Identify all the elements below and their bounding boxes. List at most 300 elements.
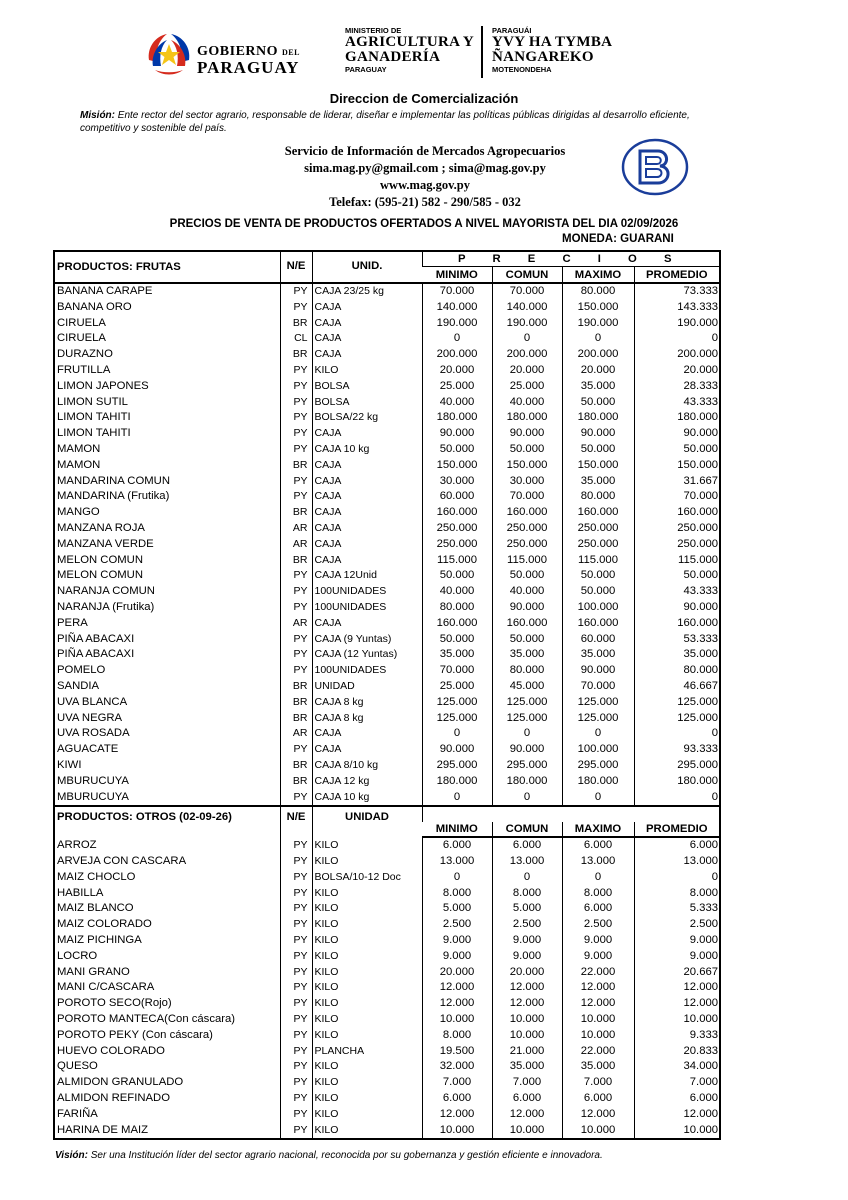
otros-cell-minimo: 6.000	[422, 837, 492, 854]
otros-cell-unidad: KILO	[312, 1028, 422, 1044]
frutas-cell-producto: UVA NEGRA	[57, 711, 123, 724]
otros-cell-ne: PY	[280, 870, 312, 886]
otros-cell-producto: LOCRO	[57, 949, 98, 962]
main-title: PRECIOS DE VENTA DE PRODUCTOS OFERTADOS A NIVEL MAYORISTA DEL DIA 02/09/2026	[169, 218, 679, 230]
otros-cell-minimo: 12.000	[422, 980, 492, 996]
frutas-cell-maximo: 80.000	[562, 283, 634, 300]
table-row	[55, 584, 719, 600]
frutas-cell-ne: BR	[280, 679, 312, 695]
otros-cell-maximo: 35.000	[562, 1059, 634, 1075]
table-row	[55, 917, 719, 933]
table-row	[55, 395, 719, 411]
frutas-cell-minimo: 40.000	[422, 584, 492, 600]
frutas-cell-maximo: 70.000	[562, 679, 634, 695]
frutas-cell-producto: PERA	[57, 616, 88, 629]
otros-cell-producto: POROTO MANTECA(Con cáscara)	[57, 1013, 236, 1026]
otros-cell-promedio: 12.000	[634, 1107, 719, 1123]
frutas-cell-maximo: 160.000	[562, 505, 634, 521]
frutas-cell-comun: 125.000	[492, 695, 562, 711]
table-row	[55, 949, 719, 965]
frutas-cell-maximo: 200.000	[562, 347, 634, 363]
otros-body	[55, 837, 719, 1138]
service-name: Servicio de Información de Mercados Agropecuarios	[284, 144, 566, 158]
frutas-cell-comun: 150.000	[492, 458, 562, 474]
frutas-cell-minimo: 80.000	[422, 600, 492, 616]
frutas-cell-maximo: 35.000	[562, 474, 634, 490]
frutas-cell-comun: 90.000	[492, 742, 562, 758]
otros-cell-producto: POROTO PEKY (Con cáscara)	[57, 1028, 213, 1041]
frutas-cell-minimo: 50.000	[422, 632, 492, 648]
frutas-cell-unidad: 100UNIDADES	[312, 663, 422, 679]
frutas-cell-unidad: CAJA 8 kg	[312, 711, 422, 727]
frutas-cell-producto: UVA BLANCA	[57, 695, 128, 708]
table-row	[55, 568, 719, 584]
otros-cell-producto: MAIZ COLORADO	[57, 918, 152, 931]
frutas-cell-maximo: 125.000	[562, 711, 634, 727]
frutas-cell-promedio: 0	[634, 331, 719, 347]
otros-cell-comun: 6.000	[492, 837, 562, 854]
otros-cell-promedio: 9.000	[634, 949, 719, 965]
frutas-cell-comun: 160.000	[492, 505, 562, 521]
frutas-cell-comun: 70.000	[492, 283, 562, 300]
frutas-cell-maximo: 50.000	[562, 584, 634, 600]
table-row	[55, 553, 719, 569]
gobierno-line1: GOBIERNO	[197, 44, 279, 59]
otros-cell-comun: 10.000	[492, 1123, 562, 1139]
ministerio-line1: AGRICULTURA Y	[345, 34, 475, 50]
frutas-cell-producto: MANGO	[57, 506, 100, 519]
table-row	[55, 442, 719, 458]
frutas-cell-ne: PY	[280, 647, 312, 663]
frutas-cell-comun: 45.000	[492, 679, 562, 695]
frutas-cell-producto: SANDIA	[57, 679, 100, 692]
frutas-cell-unidad: CAJA 23/25 kg	[312, 283, 422, 300]
frutas-cell-ne: PY	[280, 426, 312, 442]
contact-phone: Telefax: (595-21) 582 - 290/585 - 032	[329, 195, 521, 209]
frutas-cell-producto: POMELO	[57, 664, 106, 677]
mision-statement	[80, 109, 700, 135]
otros-cell-minimo: 19.500	[422, 1044, 492, 1060]
table-row	[55, 837, 719, 854]
otros-cell-ne: PY	[280, 1075, 312, 1091]
frutas-cell-producto: MANDARINA COMUN	[57, 474, 170, 487]
table-row	[55, 980, 719, 996]
frutas-cell-minimo: 125.000	[422, 711, 492, 727]
otros-cell-unidad: KILO	[312, 933, 422, 949]
otros-cell-ne: PY	[280, 965, 312, 981]
otros-cell-minimo: 0	[422, 870, 492, 886]
frutas-cell-promedio: 190.000	[634, 316, 719, 332]
frutas-cell-unidad: CAJA	[312, 300, 422, 316]
frutas-cell-promedio: 46.667	[634, 679, 719, 695]
frutas-cell-promedio: 20.000	[634, 363, 719, 379]
table-row	[55, 774, 719, 790]
gobierno-del: DEL	[282, 48, 300, 57]
otros-cell-comun: 12.000	[492, 996, 562, 1012]
frutas-cell-comun: 40.000	[492, 395, 562, 411]
frutas-cell-minimo: 0	[422, 726, 492, 742]
table-row	[55, 347, 719, 363]
frutas-cell-comun: 0	[492, 331, 562, 347]
otros-cell-ne: PY	[280, 886, 312, 902]
frutas-cell-producto: MAMON	[57, 458, 101, 471]
frutas-cell-maximo: 150.000	[562, 458, 634, 474]
otros-cell-comun: 21.000	[492, 1044, 562, 1060]
frutas-cell-ne: PY	[280, 442, 312, 458]
frutas-cell-unidad: CAJA 12 kg	[312, 774, 422, 790]
frutas-body	[55, 283, 719, 806]
otros-cell-unidad: BOLSA/10-12 Doc	[312, 870, 422, 886]
table-row	[55, 300, 719, 316]
frutas-cell-unidad: KILO	[312, 363, 422, 379]
frutas-cell-ne: BR	[280, 505, 312, 521]
otros-cell-ne: PY	[280, 901, 312, 917]
otros-cell-unidad: KILO	[312, 1012, 422, 1028]
otros-cell-promedio: 34.000	[634, 1059, 719, 1075]
frutas-cell-maximo: 115.000	[562, 553, 634, 569]
frutas-cell-promedio: 125.000	[634, 695, 719, 711]
frutas-cell-comun: 80.000	[492, 663, 562, 679]
frutas-cell-ne: PY	[280, 742, 312, 758]
frutas-cell-promedio: 90.000	[634, 426, 719, 442]
frutas-cell-comun: 250.000	[492, 521, 562, 537]
otros-cell-unidad: KILO	[312, 1091, 422, 1107]
frutas-cell-maximo: 90.000	[562, 663, 634, 679]
otros-cell-promedio: 10.000	[634, 1012, 719, 1028]
frutas-cell-ne: AR	[280, 537, 312, 553]
table-row	[55, 283, 719, 300]
table-row	[55, 1059, 719, 1075]
frutas-cell-ne: BR	[280, 316, 312, 332]
table-row	[55, 1123, 719, 1139]
table-row	[55, 647, 719, 663]
otros-header-unid: UNIDAD	[312, 806, 422, 837]
frutas-cell-minimo: 160.000	[422, 505, 492, 521]
frutas-cell-producto: BANANA CARAPE	[57, 285, 153, 297]
otros-cell-maximo: 9.000	[562, 949, 634, 965]
frutas-cell-unidad: CAJA	[312, 537, 422, 553]
frutas-cell-comun: 35.000	[492, 647, 562, 663]
otros-cell-promedio: 7.000	[634, 1075, 719, 1091]
otros-cell-comun: 20.000	[492, 965, 562, 981]
frutas-cell-unidad: CAJA	[312, 726, 422, 742]
otros-cell-unidad: KILO	[312, 917, 422, 933]
frutas-cell-minimo: 60.000	[422, 489, 492, 505]
otros-cell-maximo: 6.000	[562, 1091, 634, 1107]
frutas-cell-ne: AR	[280, 726, 312, 742]
table-row	[55, 632, 719, 648]
frutas-cell-comun: 295.000	[492, 758, 562, 774]
frutas-cell-producto: MBURUCUYA	[57, 774, 129, 787]
frutas-cell-unidad: CAJA 12Unid	[312, 568, 422, 584]
frutas-cell-promedio: 93.333	[634, 742, 719, 758]
frutas-cell-minimo: 0	[422, 331, 492, 347]
frutas-cell-ne: PY	[280, 379, 312, 395]
frutas-cell-promedio: 160.000	[634, 616, 719, 632]
otros-cell-ne: PY	[280, 996, 312, 1012]
gobierno-line2: PARAGUAY	[197, 58, 300, 77]
frutas-cell-promedio: 0	[634, 726, 719, 742]
table-row	[55, 870, 719, 886]
frutas-cell-producto: LIMON SUTIL	[57, 395, 128, 408]
otros-cell-minimo: 9.000	[422, 949, 492, 965]
frutas-cell-promedio: 90.000	[634, 600, 719, 616]
frutas-cell-producto: LIMON TAHITI	[57, 411, 131, 424]
otros-cell-minimo: 12.000	[422, 996, 492, 1012]
frutas-cell-minimo: 20.000	[422, 363, 492, 379]
otros-cell-minimo: 20.000	[422, 965, 492, 981]
vision-statement	[55, 1150, 755, 1161]
otros-cell-comun: 0	[492, 870, 562, 886]
otros-cell-producto: MAIZ CHOCLO	[57, 870, 136, 883]
otros-cell-promedio: 9.000	[634, 933, 719, 949]
frutas-cell-promedio: 180.000	[634, 774, 719, 790]
table-row	[55, 679, 719, 695]
frutas-header-row	[55, 252, 719, 267]
otros-cell-ne: PY	[280, 980, 312, 996]
frutas-cell-comun: 200.000	[492, 347, 562, 363]
otros-cell-producto: MAIZ PICHINGA	[57, 934, 142, 947]
frutas-cell-producto: NARANJA (Frutika)	[57, 600, 155, 613]
otros-cell-unidad: KILO	[312, 980, 422, 996]
otros-cell-producto: ARVEJA CON CASCARA	[57, 855, 187, 868]
table-row	[55, 1028, 719, 1044]
otros-cell-ne: PY	[280, 933, 312, 949]
otros-cell-minimo: 10.000	[422, 1012, 492, 1028]
guarani-line2: ÑANGAREKO	[492, 49, 594, 65]
otros-header-row	[55, 806, 719, 822]
frutas-cell-unidad: CAJA	[312, 331, 422, 347]
frutas-cell-producto: UVA ROSADA	[57, 727, 130, 740]
otros-cell-ne: PY	[280, 917, 312, 933]
frutas-cell-maximo: 35.000	[562, 379, 634, 395]
otros-cell-promedio: 2.500	[634, 917, 719, 933]
frutas-cell-maximo: 50.000	[562, 568, 634, 584]
otros-cell-producto: ALMIDON GRANULADO	[57, 1076, 184, 1089]
otros-cell-unidad: KILO	[312, 949, 422, 965]
frutas-cell-maximo: 250.000	[562, 537, 634, 553]
table-row	[55, 489, 719, 505]
otros-cell-ne: PY	[280, 854, 312, 870]
frutas-cell-comun: 115.000	[492, 553, 562, 569]
frutas-cell-unidad: CAJA	[312, 316, 422, 332]
otros-cell-maximo: 10.000	[562, 1012, 634, 1028]
frutas-cell-unidad: CAJA	[312, 505, 422, 521]
otros-cell-minimo: 6.000	[422, 1091, 492, 1107]
otros-cell-promedio: 6.000	[634, 1091, 719, 1107]
frutas-cell-minimo: 70.000	[422, 283, 492, 300]
frutas-cell-producto: PIÑA ABACAXI	[57, 648, 135, 661]
table-row	[55, 521, 719, 537]
otros-cell-comun: 12.000	[492, 1107, 562, 1123]
otros-cell-comun: 9.000	[492, 933, 562, 949]
frutas-cell-maximo: 180.000	[562, 410, 634, 426]
frutas-cell-ne: PY	[280, 300, 312, 316]
frutas-cell-minimo: 90.000	[422, 426, 492, 442]
otros-cell-unidad: KILO	[312, 837, 422, 854]
ministerio-line2: GANADERÍA	[345, 49, 441, 65]
frutas-cell-ne: BR	[280, 758, 312, 774]
otros-cell-promedio: 12.000	[634, 996, 719, 1012]
otros-cell-maximo: 6.000	[562, 901, 634, 917]
otros-cell-maximo: 12.000	[562, 996, 634, 1012]
frutas-cell-producto: FRUTILLA	[57, 363, 111, 376]
table-row	[55, 505, 719, 521]
otros-cell-comun: 13.000	[492, 854, 562, 870]
frutas-cell-ne: PY	[280, 474, 312, 490]
frutas-cell-ne: PY	[280, 663, 312, 679]
frutas-cell-minimo: 50.000	[422, 568, 492, 584]
otros-cell-producto: MANI C/CASCARA	[57, 981, 155, 994]
ministerio-country: PARAGUAY	[345, 65, 387, 74]
frutas-cell-producto: CIRUELA	[57, 332, 106, 345]
frutas-cell-unidad: BOLSA	[312, 379, 422, 395]
otros-header-ne: N/E	[280, 806, 312, 837]
frutas-cell-promedio: 50.000	[634, 568, 719, 584]
frutas-cell-ne: PY	[280, 489, 312, 505]
table-row	[55, 331, 719, 347]
frutas-cell-ne: PY	[280, 790, 312, 807]
frutas-cell-comun: 180.000	[492, 774, 562, 790]
contact-web: www.mag.gov.py	[380, 178, 470, 192]
frutas-cell-promedio: 250.000	[634, 537, 719, 553]
table-row	[55, 901, 719, 917]
otros-cell-unidad: KILO	[312, 901, 422, 917]
frutas-cell-producto: PIÑA ABACAXI	[57, 632, 135, 645]
frutas-cell-maximo: 0	[562, 331, 634, 347]
frutas-cell-unidad: CAJA 10 kg	[312, 790, 422, 807]
frutas-cell-producto: BANANA ORO	[57, 300, 132, 313]
frutas-cell-unidad: CAJA	[312, 426, 422, 442]
frutas-cell-producto: LIMON TAHITI	[57, 427, 131, 440]
frutas-cell-promedio: 115.000	[634, 553, 719, 569]
table-row	[55, 410, 719, 426]
frutas-cell-ne: CL	[280, 331, 312, 347]
otros-cell-comun: 2.500	[492, 917, 562, 933]
table-row	[55, 758, 719, 774]
otros-cell-ne: PY	[280, 1028, 312, 1044]
otros-cell-comun: 9.000	[492, 949, 562, 965]
table-row	[55, 426, 719, 442]
vision-label: Visión:	[55, 1150, 88, 1161]
otros-cell-unidad: KILO	[312, 854, 422, 870]
otros-cell-ne: PY	[280, 1044, 312, 1060]
otros-header-comun: COMUN	[492, 822, 562, 838]
otros-cell-promedio: 20.833	[634, 1044, 719, 1060]
frutas-cell-ne: BR	[280, 774, 312, 790]
frutas-cell-unidad: 100UNIDADES	[312, 600, 422, 616]
frutas-cell-comun: 20.000	[492, 363, 562, 379]
frutas-cell-minimo: 180.000	[422, 410, 492, 426]
frutas-cell-unidad: UNIDAD	[312, 679, 422, 695]
table-row	[55, 1075, 719, 1091]
frutas-cell-producto: MBURUCUYA	[57, 790, 129, 803]
guarani-sub: MOTENONDEHA	[492, 65, 552, 74]
otros-cell-maximo: 10.000	[562, 1028, 634, 1044]
otros-cell-ne: PY	[280, 1059, 312, 1075]
frutas-cell-maximo: 20.000	[562, 363, 634, 379]
frutas-cell-unidad: CAJA	[312, 742, 422, 758]
frutas-cell-comun: 190.000	[492, 316, 562, 332]
otros-cell-unidad: KILO	[312, 1107, 422, 1123]
otros-cell-producto: HUEVO COLORADO	[57, 1044, 165, 1057]
frutas-cell-producto: KIWI	[57, 758, 82, 771]
otros-cell-promedio: 12.000	[634, 980, 719, 996]
frutas-cell-maximo: 0	[562, 726, 634, 742]
otros-cell-minimo: 9.000	[422, 933, 492, 949]
table-row	[55, 790, 719, 807]
guarani-small: PARAGUÁI	[492, 26, 532, 35]
frutas-header-producto: PRODUCTOS: FRUTAS	[55, 252, 280, 283]
frutas-cell-unidad: CAJA (12 Yuntas)	[312, 647, 422, 663]
frutas-cell-unidad: 100UNIDADES	[312, 584, 422, 600]
otros-cell-comun: 7.000	[492, 1075, 562, 1091]
frutas-cell-maximo: 90.000	[562, 426, 634, 442]
frutas-cell-unidad: CAJA 8/10 kg	[312, 758, 422, 774]
frutas-cell-minimo: 30.000	[422, 474, 492, 490]
otros-cell-unidad: PLANCHA	[312, 1044, 422, 1060]
otros-cell-minimo: 12.000	[422, 1107, 492, 1123]
frutas-cell-comun: 140.000	[492, 300, 562, 316]
frutas-cell-unidad: CAJA 8 kg	[312, 695, 422, 711]
table-row	[55, 695, 719, 711]
frutas-cell-promedio: 180.000	[634, 410, 719, 426]
table-row	[55, 933, 719, 949]
frutas-cell-minimo: 90.000	[422, 742, 492, 758]
otros-cell-comun: 5.000	[492, 901, 562, 917]
frutas-cell-ne: BR	[280, 695, 312, 711]
frutas-cell-promedio: 43.333	[634, 395, 719, 411]
otros-cell-promedio: 20.667	[634, 965, 719, 981]
otros-cell-maximo: 0	[562, 870, 634, 886]
frutas-cell-comun: 250.000	[492, 537, 562, 553]
otros-cell-minimo: 8.000	[422, 886, 492, 902]
otros-cell-maximo: 8.000	[562, 886, 634, 902]
frutas-cell-producto: CIRUELA	[57, 316, 106, 329]
otros-cell-unidad: KILO	[312, 1123, 422, 1139]
otros-cell-ne: PY	[280, 1012, 312, 1028]
otros-cell-comun: 10.000	[492, 1012, 562, 1028]
otros-cell-maximo: 9.000	[562, 933, 634, 949]
frutas-cell-minimo: 115.000	[422, 553, 492, 569]
frutas-cell-comun: 30.000	[492, 474, 562, 490]
frutas-cell-minimo: 125.000	[422, 695, 492, 711]
frutas-cell-producto: MANZANA ROJA	[57, 521, 145, 534]
table-row	[55, 363, 719, 379]
frutas-cell-maximo: 150.000	[562, 300, 634, 316]
frutas-cell-minimo: 200.000	[422, 347, 492, 363]
frutas-cell-promedio: 53.333	[634, 632, 719, 648]
frutas-cell-comun: 125.000	[492, 711, 562, 727]
frutas-cell-minimo: 180.000	[422, 774, 492, 790]
frutas-cell-promedio: 80.000	[634, 663, 719, 679]
table-row	[55, 316, 719, 332]
frutas-cell-minimo: 50.000	[422, 442, 492, 458]
frutas-cell-promedio: 250.000	[634, 521, 719, 537]
frutas-cell-minimo: 25.000	[422, 679, 492, 695]
frutas-cell-maximo: 100.000	[562, 600, 634, 616]
otros-cell-maximo: 2.500	[562, 917, 634, 933]
frutas-cell-minimo: 25.000	[422, 379, 492, 395]
frutas-cell-unidad: CAJA 10 kg	[312, 442, 422, 458]
frutas-cell-promedio: 0	[634, 790, 719, 807]
frutas-cell-promedio: 150.000	[634, 458, 719, 474]
otros-cell-maximo: 6.000	[562, 837, 634, 854]
frutas-cell-minimo: 140.000	[422, 300, 492, 316]
frutas-cell-ne: PY	[280, 363, 312, 379]
table-row	[55, 996, 719, 1012]
otros-cell-comun: 8.000	[492, 886, 562, 902]
